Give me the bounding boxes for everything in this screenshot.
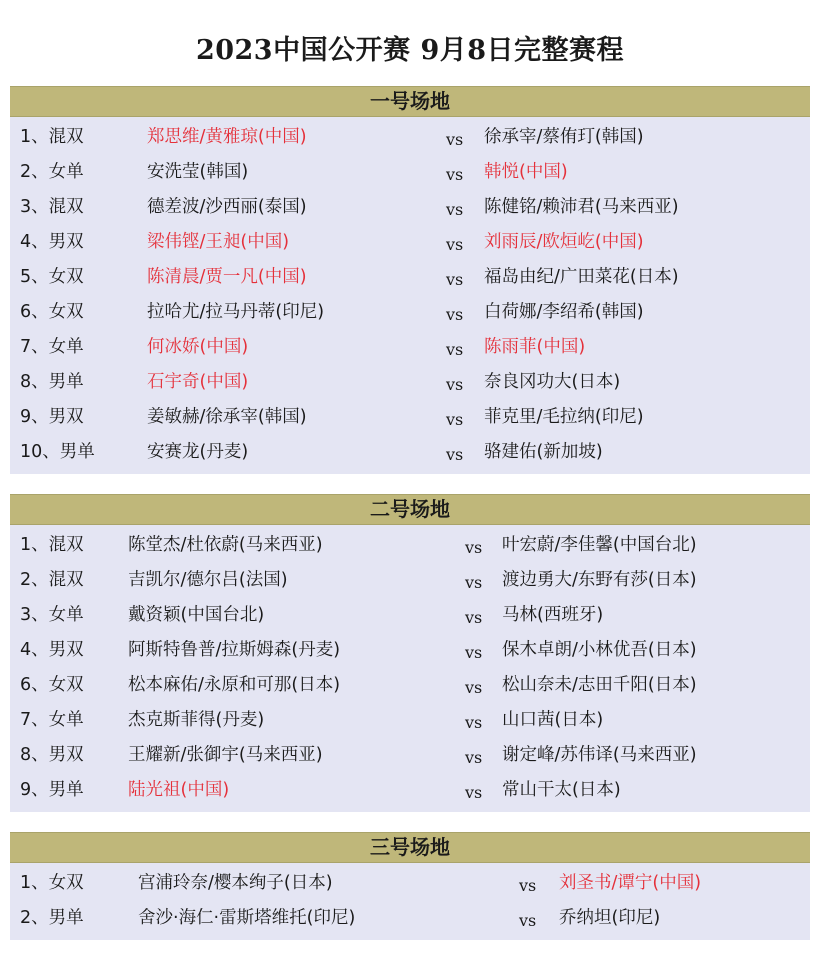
court-section (10, 86, 810, 474)
right-player: 渡边勇大/东野有莎(日本) (502, 570, 697, 590)
left-player: 杰克斯菲得(丹麦) (128, 710, 265, 730)
right-player: 福岛由纪/广田菜花(日本) (484, 267, 679, 287)
vs-label: vs (519, 911, 537, 930)
match-row (10, 225, 810, 260)
match-number: 2、女单 (20, 162, 84, 182)
match-list (10, 863, 810, 940)
match-number: 2、男单 (20, 908, 84, 928)
left-player: 陈堂杰/杜依蔚(马来西亚) (128, 535, 323, 555)
left-player: 德差波/沙西丽(泰国) (147, 197, 307, 217)
left-player: 陆光祖(中国) (128, 780, 230, 800)
left-player: 王耀新/张御宇(马来西亚) (128, 745, 323, 765)
match-row (10, 773, 810, 808)
match-row (10, 365, 810, 400)
right-player: 松山奈未/志田千阳(日本) (502, 675, 697, 695)
vs-label: vs (446, 340, 464, 359)
left-player: 松本麻佑/永原和可那(日本) (128, 675, 341, 695)
left-player: 吉凯尔/德尔吕(法国) (128, 570, 288, 590)
left-player: 何冰娇(中国) (147, 337, 249, 357)
vs-label: vs (446, 305, 464, 324)
match-row (10, 668, 810, 703)
vs-label: vs (465, 538, 483, 557)
right-player: 菲克里/毛拉纳(印尼) (484, 407, 644, 427)
left-player: 安洗莹(韩国) (147, 162, 249, 182)
match-row (10, 633, 810, 668)
match-number: 1、混双 (20, 535, 84, 555)
match-row (10, 901, 810, 936)
vs-label: vs (465, 713, 483, 732)
right-player: 刘雨辰/欧烜屹(中国) (484, 232, 644, 252)
left-player: 安赛龙(丹麦) (147, 442, 249, 462)
match-row (10, 190, 810, 225)
match-row (10, 563, 810, 598)
match-row (10, 528, 810, 563)
right-player: 谢定峰/苏伟译(马来西亚) (502, 745, 697, 765)
match-number: 3、女单 (20, 605, 84, 625)
match-number: 8、男单 (20, 372, 84, 392)
match-number: 1、女双 (20, 873, 84, 893)
vs-label: vs (519, 876, 537, 895)
court-header: 三号场地 (10, 832, 810, 863)
vs-label: vs (465, 608, 483, 627)
court-section (10, 494, 810, 812)
left-player: 姜敏赫/徐承宰(韩国) (147, 407, 307, 427)
match-list (10, 117, 810, 474)
match-number: 7、女单 (20, 710, 84, 730)
match-number: 1、混双 (20, 127, 84, 147)
vs-label: vs (446, 235, 464, 254)
right-player: 马林(西班牙) (502, 605, 604, 625)
vs-label: vs (465, 573, 483, 592)
right-player: 叶宏蔚/李佳馨(中国台北) (502, 535, 697, 555)
right-player: 常山干太(日本) (502, 780, 621, 800)
court-header: 一号场地 (10, 86, 810, 117)
match-number: 8、男双 (20, 745, 84, 765)
right-player: 刘圣书/谭宁(中国) (559, 873, 702, 893)
left-player: 梁伟铿/王昶(中国) (147, 232, 290, 252)
page-title: 2023中国公开赛 9月8日完整赛程 (195, 35, 625, 66)
match-number: 10、男单 (20, 442, 95, 462)
left-player: 宫浦玲奈/樱本绚子(日本) (138, 873, 333, 893)
vs-label: vs (446, 130, 464, 149)
match-number: 9、男双 (20, 407, 84, 427)
match-row (10, 435, 810, 470)
right-player: 陈雨菲(中国) (484, 337, 586, 357)
match-number: 3、混双 (20, 197, 84, 217)
match-number: 9、男单 (20, 780, 84, 800)
left-player: 阿斯特鲁普/拉斯姆森(丹麦) (128, 640, 341, 660)
vs-label: vs (446, 375, 464, 394)
match-number: 5、女双 (20, 267, 84, 287)
match-number: 6、女双 (20, 675, 84, 695)
right-player: 徐承宰/蔡侑玎(韩国) (484, 127, 644, 147)
match-row (10, 155, 810, 190)
court-header: 二号场地 (10, 494, 810, 525)
match-number: 6、女双 (20, 302, 84, 322)
match-row (10, 703, 810, 738)
left-player: 石宇奇(中国) (147, 372, 249, 392)
match-number: 7、女单 (20, 337, 84, 357)
court-section (10, 832, 810, 940)
vs-label: vs (446, 270, 464, 289)
match-number: 4、男双 (20, 640, 84, 660)
match-number: 4、男双 (20, 232, 84, 252)
left-player: 拉哈尤/拉马丹蒂(印尼) (147, 302, 325, 322)
vs-label: vs (465, 783, 483, 802)
match-row (10, 295, 810, 330)
right-player: 白荷娜/李绍希(韩国) (484, 302, 644, 322)
vs-label: vs (446, 445, 464, 464)
match-row (10, 330, 810, 365)
left-player: 舍沙·海仁·雷斯塔维托(印尼) (138, 908, 356, 928)
match-row (10, 598, 810, 633)
left-player: 郑思维/黄雅琼(中国) (147, 127, 307, 147)
right-player: 乔纳坦(印尼) (559, 908, 661, 928)
right-player: 奈良冈功大(日本) (484, 372, 621, 392)
vs-label: vs (446, 165, 464, 184)
vs-label: vs (446, 410, 464, 429)
vs-label: vs (465, 643, 483, 662)
match-number: 2、混双 (20, 570, 84, 590)
vs-label: vs (465, 678, 483, 697)
vs-label: vs (465, 748, 483, 767)
left-player: 陈清晨/贾一凡(中国) (147, 267, 307, 287)
right-player: 韩悦(中国) (484, 162, 568, 182)
match-row (10, 866, 810, 901)
match-list (10, 525, 810, 812)
left-player: 戴资颖(中国台北) (128, 605, 265, 625)
match-row (10, 260, 810, 295)
match-row (10, 400, 810, 435)
right-player: 保木卓朗/小林优吾(日本) (502, 640, 697, 660)
right-player: 骆建佑(新加坡) (484, 442, 603, 462)
vs-label: vs (446, 200, 464, 219)
match-row (10, 738, 810, 773)
right-player: 陈健铭/赖沛君(马来西亚) (484, 197, 679, 217)
match-row (10, 120, 810, 155)
right-player: 山口茜(日本) (502, 710, 604, 730)
